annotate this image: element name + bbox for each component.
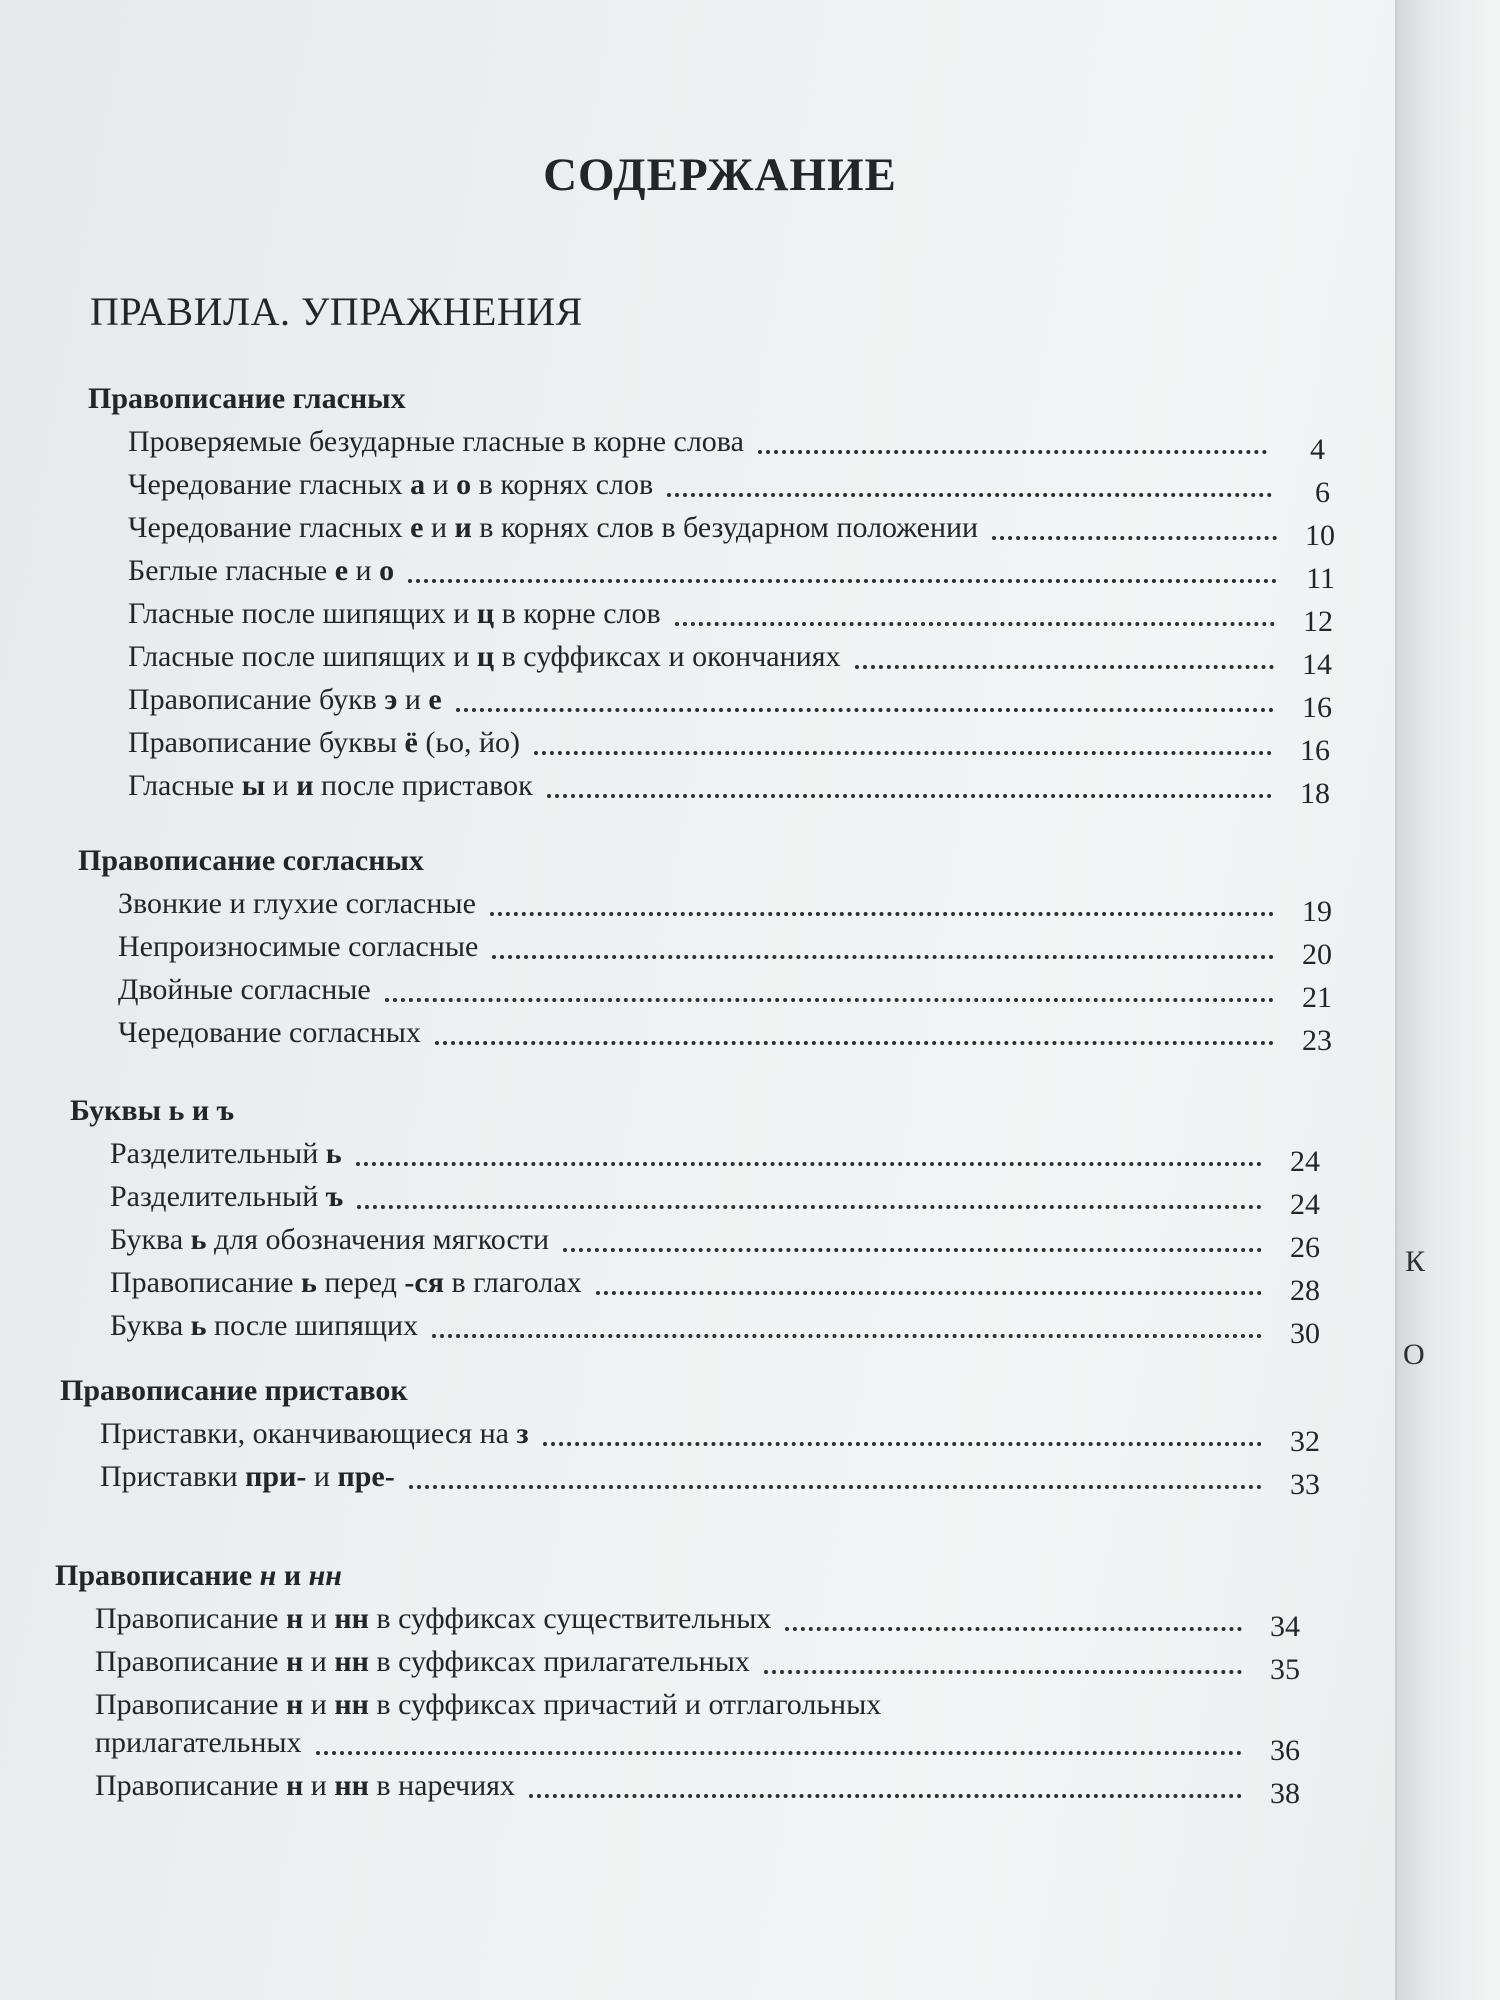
page-title: СОДЕРЖАНИЕ <box>543 149 897 201</box>
toc-entry-page: 6 <box>1315 476 1330 509</box>
toc-entry-page: 16 <box>1302 691 1332 724</box>
toc-entry-page: 4 <box>1310 433 1325 466</box>
toc-entry-page: 10 <box>1305 519 1335 552</box>
toc-section-prefixes <box>60 1370 1320 1501</box>
toc-entry-page: 36 <box>1270 1734 1300 1767</box>
dot-leader <box>492 955 1274 959</box>
dot-leader <box>563 1248 1262 1252</box>
toc-entry-text: Проверяемые безударные гласные в корне слова <box>128 425 744 458</box>
toc-entry-page: 21 <box>1302 981 1332 1014</box>
dot-leader <box>992 536 1277 540</box>
toc-entry[interactable] <box>88 420 1325 466</box>
toc-entry-text: Чередование гласных е и и в корнях слов в безударном положении <box>128 511 979 544</box>
toc-entry-text: Чередование гласных а и о в корнях слов <box>128 468 654 501</box>
toc-entry-text: Разделительный ь <box>110 1137 342 1170</box>
toc-entry-text: Правописание н и нн в суффиксах прилагательных <box>95 1645 750 1678</box>
toc-entry-line-2[interactable] <box>55 1721 1300 1767</box>
toc-entry-text: Гласные после шипящих и ц в корне слов <box>128 597 661 630</box>
toc-entry[interactable] <box>78 1011 1332 1057</box>
toc-entry-text: Чередование согласных <box>118 1016 421 1049</box>
toc-section-consonants <box>78 840 1332 1057</box>
toc-entry-page: 34 <box>1270 1610 1300 1643</box>
toc-section-vowels <box>88 378 1335 810</box>
toc-entry[interactable] <box>88 764 1330 810</box>
section-heading: Правописание согласных <box>78 844 424 877</box>
toc-entry-line-1[interactable] <box>55 1683 882 1721</box>
toc-entry-text: Гласные ы и и после приставок <box>128 769 533 802</box>
dot-leader <box>675 622 1275 626</box>
toc-entry-text: Звонкие и глухие согласные <box>118 887 476 920</box>
adjacent-page-letter: К <box>1405 1245 1426 1278</box>
toc-entry[interactable] <box>60 1412 1320 1458</box>
toc-entry-text: Правописание н и нн в суффиксах существительных <box>95 1602 772 1635</box>
toc-entry[interactable] <box>88 592 1333 638</box>
toc-entry-text: Правописание ь перед -ся в глаголах <box>110 1266 582 1299</box>
toc-entry-text: прилагательных <box>95 1726 302 1759</box>
toc-entry-text: Правописание букв э и е <box>128 683 442 716</box>
dot-leader <box>409 1485 1262 1489</box>
toc-section-n-nn <box>55 1555 1300 1810</box>
dot-leader <box>490 912 1274 916</box>
dot-leader <box>529 1794 1242 1798</box>
toc-entry-page: 16 <box>1300 734 1330 767</box>
dot-leader <box>356 1162 1262 1166</box>
toc-entry-text: Правописание буквы ё (ьо, йо) <box>128 726 521 759</box>
toc-entry-page: 23 <box>1302 1024 1332 1057</box>
toc-entry-page: 19 <box>1302 895 1332 928</box>
toc-entry[interactable] <box>88 635 1332 681</box>
adjacent-page-edge <box>1395 0 1500 2000</box>
toc-entry-page: 14 <box>1302 648 1332 681</box>
toc-entry-text: Приставки, оканчивающиеся на з <box>100 1417 529 1450</box>
toc-entry-text: Буква ь для обозначения мягкости <box>110 1223 550 1256</box>
toc-entry-page: 20 <box>1302 938 1332 971</box>
toc-entry[interactable] <box>60 1455 1320 1501</box>
dot-leader <box>596 1291 1262 1295</box>
section-heading: Буквы ь и ъ <box>70 1094 235 1127</box>
dot-leader <box>435 1041 1274 1045</box>
part-title: ПРАВИЛА. УПРАЖНЕНИЯ <box>90 289 583 334</box>
toc-entry-page: 18 <box>1300 777 1330 810</box>
toc-entry[interactable] <box>70 1132 1320 1178</box>
toc-entry[interactable] <box>78 882 1332 928</box>
section-heading: Правописание н и нн <box>55 1559 342 1592</box>
toc-entry-text: Буква ь после шипящих <box>110 1309 419 1342</box>
toc-entry[interactable] <box>70 1261 1320 1307</box>
toc-entry-page: 38 <box>1270 1777 1300 1810</box>
toc-entry[interactable] <box>78 968 1332 1014</box>
toc-entry-page: 26 <box>1290 1231 1320 1264</box>
toc-entry-page: 35 <box>1270 1653 1300 1686</box>
toc-entry[interactable] <box>55 1764 1300 1810</box>
dot-leader <box>543 1442 1262 1446</box>
toc-entry-text: Разделительный ъ <box>110 1180 344 1213</box>
toc-entry[interactable] <box>70 1218 1320 1264</box>
dot-leader <box>316 1751 1242 1755</box>
toc-entry-text: Приставки при- и пре- <box>100 1460 395 1493</box>
adjacent-page-letter: О <box>1403 1338 1425 1371</box>
toc-entry-text: Правописание н и нн в наречиях <box>95 1769 515 1802</box>
dot-leader <box>534 751 1272 755</box>
dot-leader <box>456 708 1274 712</box>
toc-entry[interactable] <box>70 1175 1320 1221</box>
toc-entry-page: 33 <box>1290 1468 1320 1501</box>
dot-leader <box>408 579 1277 583</box>
toc-entry[interactable] <box>70 1304 1320 1350</box>
dot-leader <box>547 794 1272 798</box>
toc-entry-page: 32 <box>1290 1425 1320 1458</box>
toc-entry-page: 24 <box>1290 1188 1320 1221</box>
dot-leader <box>785 1627 1242 1631</box>
toc-entry-page: 30 <box>1290 1317 1320 1350</box>
dot-leader <box>667 493 1272 497</box>
section-heading: Правописание приставок <box>60 1374 408 1407</box>
toc-entry-text: Беглые гласные е и о <box>128 554 395 587</box>
dot-leader <box>385 998 1274 1002</box>
toc-entry[interactable] <box>78 925 1332 971</box>
toc-entry[interactable] <box>88 506 1335 552</box>
dot-leader <box>764 1670 1242 1674</box>
dot-leader <box>758 450 1267 454</box>
toc-entry[interactable] <box>88 463 1330 509</box>
toc-entry-page: 12 <box>1303 605 1333 638</box>
toc-entry[interactable] <box>88 549 1335 595</box>
toc-entry-text: Двойные согласные <box>118 973 371 1006</box>
toc-entry-page: 11 <box>1306 562 1335 595</box>
toc-entry[interactable] <box>88 721 1330 767</box>
toc-entry-text: Гласные после шипящих и ц в суффиксах и окончаниях <box>128 640 841 673</box>
toc-entry[interactable] <box>55 1640 1300 1686</box>
toc-entry-page: 24 <box>1290 1145 1320 1178</box>
section-heading: Правописание гласных <box>88 382 406 415</box>
dot-leader <box>855 665 1274 669</box>
toc-entry[interactable] <box>55 1597 1300 1643</box>
toc-section-signs <box>70 1090 1320 1350</box>
toc-entry-text: Непроизносимые согласные <box>118 930 479 963</box>
toc-entry[interactable] <box>88 678 1332 724</box>
toc-entry-text: Правописание н и нн в суффиксах причастий и отглагольных <box>95 1688 882 1721</box>
toc-entry-page: 28 <box>1290 1274 1320 1307</box>
dot-leader <box>432 1334 1262 1338</box>
dot-leader <box>357 1205 1262 1209</box>
